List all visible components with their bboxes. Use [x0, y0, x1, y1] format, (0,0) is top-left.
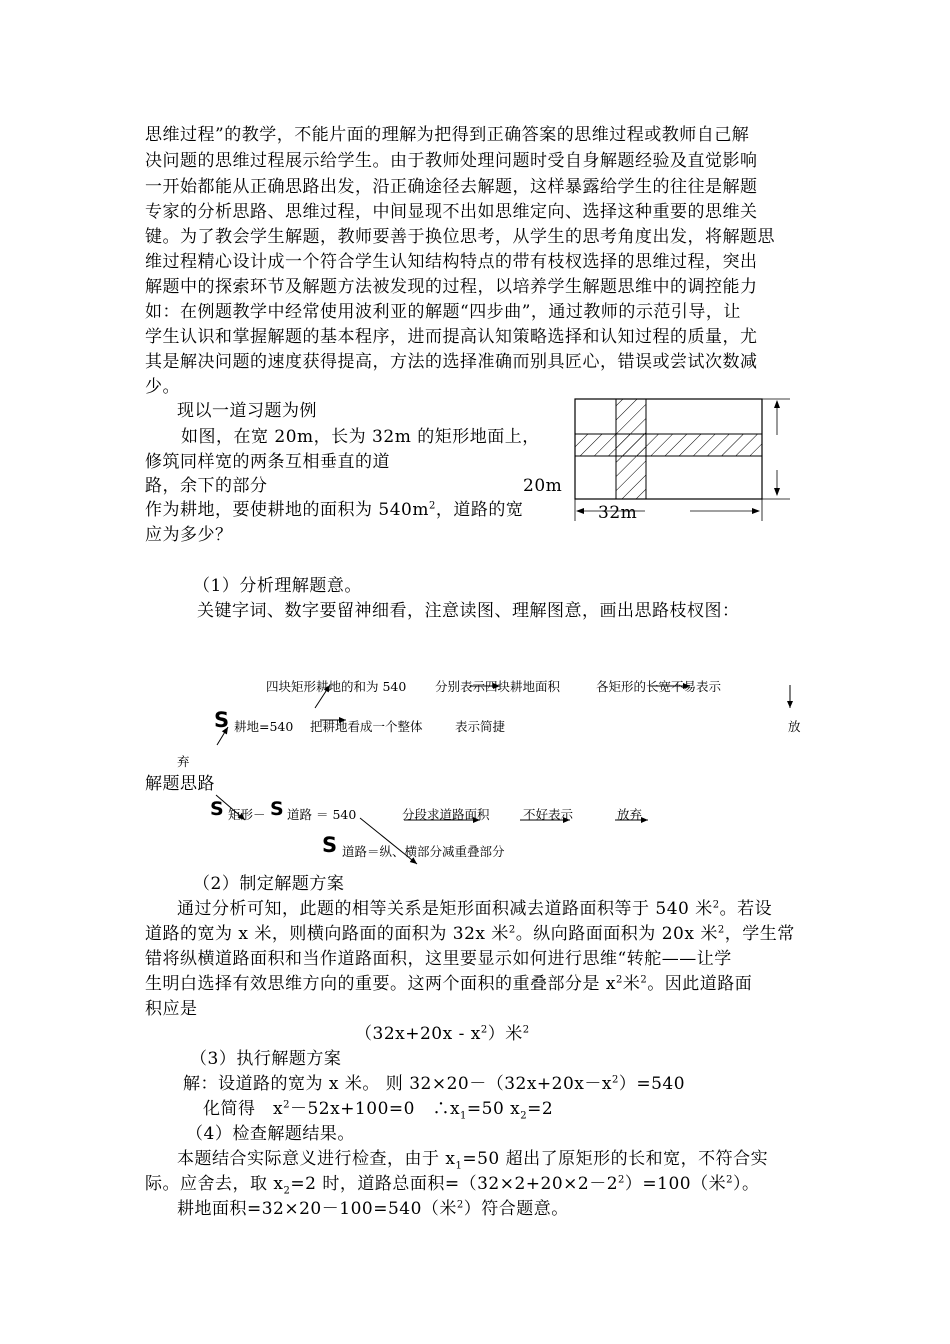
s-symbol: S — [270, 798, 284, 820]
paragraph-line: 其是解决问题的速度获得提高，方法的选择准确而别具匠心，错误或尝试次数减 — [145, 352, 758, 372]
question-line: 路，余下的部分 — [145, 476, 268, 496]
question-line: 应为多少？ — [145, 525, 233, 545]
tree-node: 不好表示 — [523, 807, 574, 822]
question-line: 作为耕地，要使耕地的面积为 $540m^2$，道路的宽 — [145, 500, 524, 520]
step4-line: 本题结合实际意义进行检查，由于 $x_1=50$ 超出了原矩形的长和宽，不符合实 — [177, 1149, 769, 1172]
step2-line: 道路的宽为 x 米，则横向路面的面积为 32x 米$^2$。纵向路面面积为 20x 米$^2$，学生常 — [145, 924, 795, 944]
step4-title: （4）检查解题结果。 — [186, 1124, 355, 1144]
tree-node: 道路 ＝ 540 — [287, 807, 357, 822]
tree-node: 放 — [788, 719, 801, 734]
paragraph-line: 学生认识和掌握解题的基本程序，进而提高认知策略选择和认知过程的质量，尤 — [145, 327, 758, 347]
paragraph-line: 一开始都能从正确思路出发，沿正确途径去解题，这样暴露给学生的往往是解题 — [145, 177, 758, 197]
step1-body: 关键字词、数字要留神细看，注意读图、理解图意，画出思路枝杈图： — [197, 601, 740, 621]
paragraph-line: 键。为了教会学生解题，教师要善于换位思考，从学生的思考角度出发，将解题思 — [145, 227, 775, 247]
s-symbol: S — [214, 708, 230, 732]
step3-line: 化简得 $x^2-52x+100=0$ $\therefore x_1=50$ $x_2=2$ — [203, 1099, 554, 1122]
tree-node: 矩形－ — [228, 807, 266, 822]
question-line: 修筑同样宽的两条互相垂直的道 — [145, 452, 390, 472]
width-label: 20m — [523, 476, 563, 496]
tree-root: 解题思路 — [145, 774, 215, 794]
paragraph-line: 维过程精心设计成一个符合学生认知结构特点的带有枝杈选择的思维过程，突出 — [145, 252, 758, 272]
question-line: 如图，在宽 20m，长为 32m 的矩形地面上， — [181, 427, 540, 447]
step2-line: 积应是 — [145, 999, 198, 1019]
paragraph-line: 决问题的思维过程展示给学生。由于教师处理问题时受自身解题经验及直觉影响 — [145, 151, 758, 171]
step2-line: 错将纵横道路面积和当作道路面积，这里要显示如何进行思维“转舵——让学 — [145, 949, 732, 969]
tree-node: 表示简捷 — [455, 719, 506, 734]
tree-node: 耕地=540 — [234, 719, 294, 734]
length-label: 32m — [598, 503, 638, 523]
paragraph-line: 思维过程”的教学，不能片面的理解为把得到正确答案的思维过程或教师自己解 — [145, 125, 750, 145]
step2-line: 通过分析可知，此题的相等关系是矩形面积减去道路面积等于 540 米$^2$。若设 — [177, 899, 773, 919]
tree-node: 四块矩形耕地的和为 540 — [266, 679, 407, 694]
step1-title: （1）分析理解题意。 — [193, 576, 362, 596]
paragraph-line: 少。 — [145, 377, 180, 397]
step4-line: 耕地面积=32×20－100=540（米$^2$）符合题意。 — [177, 1199, 569, 1219]
step2-title: （2）制定解题方案 — [193, 874, 345, 894]
tree-node: 各矩形的长宽不易表示 — [596, 679, 722, 694]
example-intro: 现以一道习题为例 — [177, 401, 317, 421]
step3-line: 解：设道路的宽为 x 米。 则 $32\times 20-(32x+20x-x^2)=540$ — [183, 1074, 686, 1094]
tree-node: 放弃 — [617, 807, 643, 822]
step4-line: 际。应舍去，取 $x_2=2$ 时，道路总面积$=(32\times 2+20\times 2-2^2)=100$（米$^2$）。 — [145, 1174, 760, 1197]
tree-node: 把耕地看成一个整体 — [310, 719, 423, 734]
tree-node: 分段求道路面积 — [402, 807, 490, 822]
paragraph-line: 如：在例题教学中经常使用波利亚的解题“四步曲”，通过教师的示范引导，让 — [145, 302, 741, 322]
step2-line: 生明白选择有效思维方向的重要。这两个面积的重叠部分是 $x^2$米$^2$。因此道路面 — [145, 974, 753, 994]
s-symbol: S — [322, 833, 338, 857]
s-symbol: S — [210, 798, 224, 820]
tree-node: 道路＝纵、横部分减重叠部分 — [342, 844, 505, 859]
tree-node: 分别表示四块耕地面积 — [435, 679, 561, 694]
paragraph-line: 专家的分析思路、思维过程，中间显现不出如思维定向、选择这种重要的思维关 — [145, 202, 758, 222]
road-area-formula: $(32x+20x - x^2)$米$^2$ — [355, 1024, 530, 1044]
step3-title: （3）执行解题方案 — [190, 1049, 342, 1069]
tree-node: 弃 — [177, 754, 190, 769]
paragraph-line: 解题中的探索环节及解题方法被发现的过程，以培养学生解题思维中的调控能力 — [145, 277, 758, 297]
